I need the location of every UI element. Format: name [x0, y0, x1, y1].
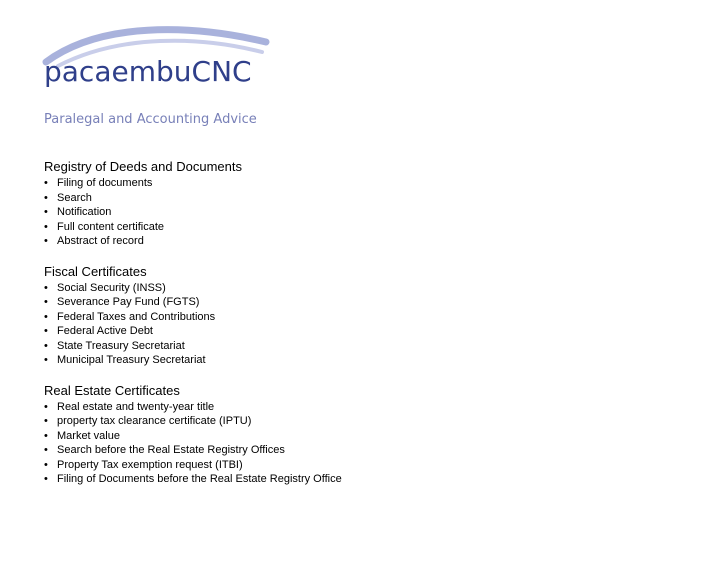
- list-item: • property tax clearance certificate (IPTU): [44, 414, 684, 429]
- list-item: • Social Security (INSS): [44, 281, 684, 296]
- list-item: • Federal Taxes and Contributions: [44, 310, 684, 325]
- list-item: • Full content certificate: [44, 220, 684, 235]
- list-item: • Real estate and twenty-year title: [44, 400, 684, 415]
- section-title-real-estate: Real Estate Certificates: [44, 382, 180, 398]
- list-item: • Municipal Treasury Secretariat: [44, 353, 684, 368]
- list-item: • State Treasury Secretariat: [44, 339, 684, 354]
- list-item: • Severance Pay Fund (FGTS): [44, 295, 684, 310]
- fiscal-certificates-list: [44, 281, 684, 368]
- list-item: • Filing of documents: [44, 176, 684, 191]
- list-item: • Filing of Documents before the Real Estate Registry Office: [44, 472, 684, 487]
- list-item: • Federal Active Debt: [44, 324, 684, 339]
- real-estate-certificates-list: [44, 400, 684, 487]
- list-item: • Search: [44, 191, 684, 206]
- company-logo: [40, 26, 280, 130]
- logo-tagline: Paralegal and Accounting Advice: [44, 112, 257, 127]
- registry-services-list: [44, 176, 684, 249]
- section-title-fiscal: Fiscal Certificates: [44, 263, 147, 279]
- svg-text:pacaembuCNC: [44, 55, 252, 88]
- logo-brand-part2: CNC: [191, 55, 252, 88]
- list-item: • Search before the Real Estate Registry Offices: [44, 443, 684, 458]
- section-title-registry: Registry of Deeds and Documents: [44, 159, 242, 174]
- list-item: • Property Tax exemption request (ITBI): [44, 458, 684, 473]
- list-item: • Abstract of record: [44, 234, 684, 249]
- list-item: • Notification: [44, 205, 684, 220]
- logo-brand-part1: pacaembu: [44, 55, 192, 88]
- services-content: [44, 158, 684, 487]
- list-item: • Market value: [44, 429, 684, 444]
